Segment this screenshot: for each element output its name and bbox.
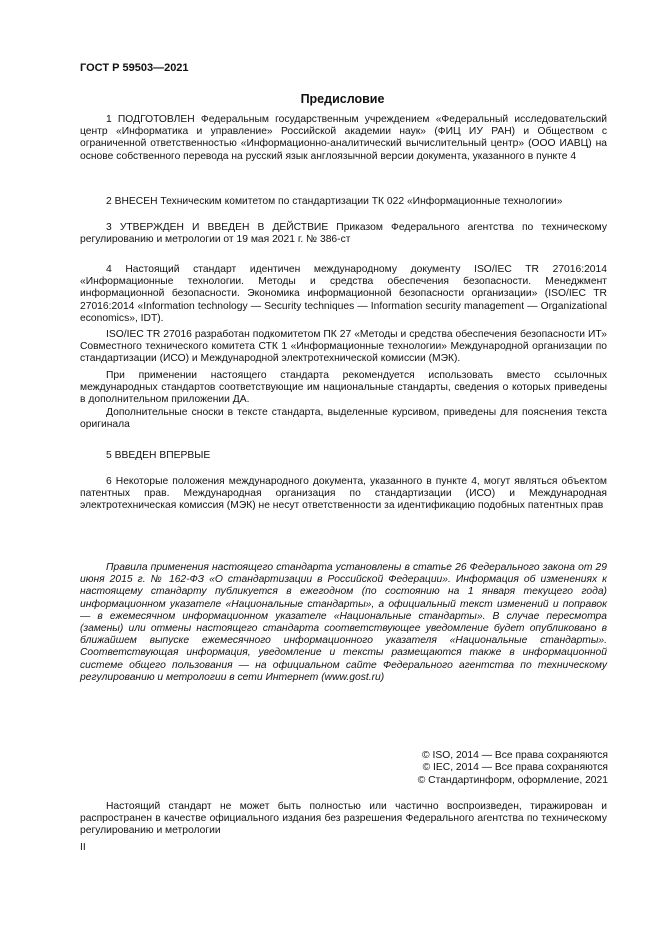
document-header-id: ГОСТ Р 59503—2021 (80, 62, 189, 74)
copyright-iso: © ISO, 2014 — Все права сохраняются (422, 750, 608, 761)
paragraph-6 (80, 476, 607, 513)
paragraph-4-developer-text: ISO/IEC TR 27016 разработан подкомитетом ПК 27 «Методы и средства обеспечения безопасности ИТ» Совместного технического комитета СТК 1 «Информационные технологии» Международной организации по стандартизации (ИСО) и Международной электротехнической комиссии (МЭК). (80, 329, 607, 365)
reproduction-notice-text: Настоящий стандарт не может быть полностью или частично воспроизведен, тиражирован и распространен в качестве официального издания без разрешения Федерального агентства по техническому регулированию и метрологии (80, 801, 607, 837)
paragraph-3 (80, 222, 607, 246)
reproduction-notice (80, 801, 607, 838)
paragraph-4-text: 4 Настоящий стандарт идентичен международному документу ISO/IEC TR 27016:2014 «Информационные технологии. Методы и средства обеспечения безопасности. Менеджмент информационной безопасности. Экономика информационной безопасности организации» (ISO/IEC TR 27016:2014 «Information technology — Security techniques — Information security management — Organizational economics», IDT). (80, 264, 607, 324)
page-title: Предисловие (300, 92, 385, 106)
paragraph-4-footnotes-text: Дополнительные сноски в тексте стандарта, выделенные курсивом, приведены для пояснения текста оригинала (80, 407, 607, 431)
copyright-iec: © IEC, 2014 — Все права сохраняются (422, 762, 608, 774)
paragraph-1-text: 1 ПОДГОТОВЛЕН Федеральным государственным учреждением «Федеральный исследовательский центр «Информатика и управление» Российской академии наук» (ФИЦ ИУ РАН) и Обществом с ограниченной ответственностью «Информационно-аналитический вычислительный центр» (ООО ИАВЦ) на основе собственного перевода на русский язык англоязычной версии документа, указанного в пункте 4 (80, 114, 607, 162)
paragraph-2-text: 2 ВНЕСЕН Техническим комитетом по стандартизации ТК 022 «Информационные технологии» (106, 196, 563, 207)
paragraph-4-references (80, 370, 607, 407)
paragraph-4-references-text: При применении настоящего стандарта рекомендуется использовать вместо ссылочных международных стандартов соответствующие им национальные стандарты, сведения о которых приведены в дополнительном приложении ДА. (80, 370, 607, 406)
rules-notice (80, 562, 607, 684)
copyright-block (418, 750, 608, 787)
paragraph-5 (80, 450, 607, 462)
paragraph-5-text: 5 ВВЕДЕН ВПЕРВЫЕ (106, 450, 211, 461)
paragraph-2 (80, 196, 607, 208)
paragraph-4-footnotes (80, 407, 607, 431)
paragraph-1 (80, 114, 607, 163)
copyright-standartinform: © Стандартинформ, оформление, 2021 (417, 774, 608, 786)
paragraph-4 (80, 264, 607, 325)
page-number: II (80, 842, 86, 853)
paragraph-4-developer (80, 329, 607, 366)
paragraph-3-text: 3 УТВЕРЖДЕН И ВВЕДЕН В ДЕЙСТВИЕ Приказом Федерального агентства по техническому регулированию и метрологии от 19 мая 2021 г. № 386-ст (80, 222, 607, 246)
rules-notice-text: Правила применения настоящего стандарта установлены в статье 26 Федерального закона от 29 июня 2015 г. № 162-ФЗ «О стандартизации в Российской Федерации». Информация об изменениях к настоящему стандарту публикуется в ежегодном (по состоянию на 1 января текущего года) информационном указателе «Национальные стандарты», а официальный текст изменений и поправок — в ежемесячном информационном указателе «Национальные стандарты». В случае пересмотра (замены) или отмены настоящего стандарта соответствующее уведомление будет опубликовано в ближайшем выпуске ежемесячного информационного указателя «Национальные стандарты». Соответствующая информация, уведомление и тексты размещаются также в информационной системе общего пользования — на официальном сайте Федерального агентства по техническому регулированию и метрологии в сети Интернет (www.gost.ru) (80, 562, 607, 683)
paragraph-6-text: 6 Некоторые положения международного документа, указанного в пункте 4, могут являться объектом патентных прав. Международная организация по стандартизации (ИСО) и Международная электротехническая комиссия (МЭК) не несут ответственности за идентификацию подобных патентных прав (80, 476, 607, 512)
